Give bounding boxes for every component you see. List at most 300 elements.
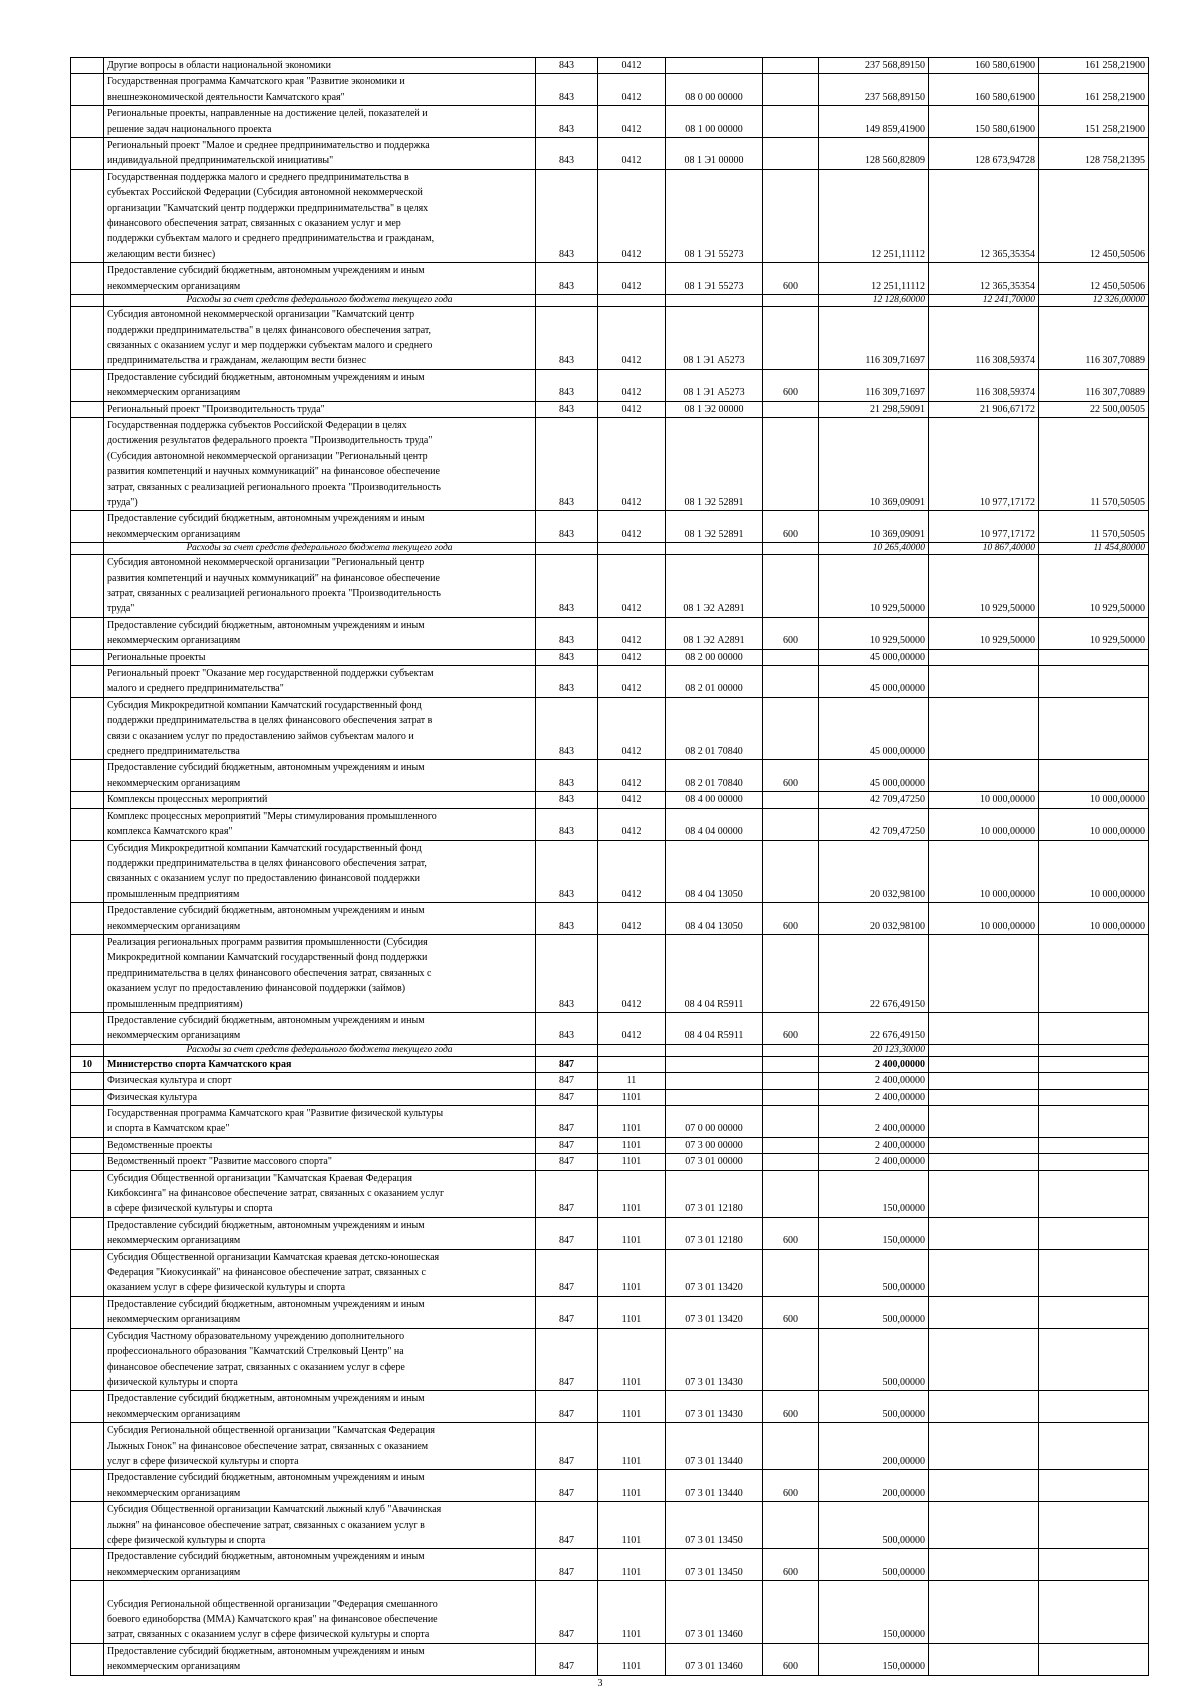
row-expense-type	[763, 307, 819, 370]
table-row	[71, 649, 1149, 665]
row-number	[71, 1328, 104, 1391]
row-expense-type: 600	[763, 1296, 819, 1328]
row-grbs-code: 843	[536, 617, 598, 649]
row-number	[71, 138, 104, 170]
row-target-article	[666, 295, 763, 307]
row-amount-year-1: 500,00000	[819, 1549, 929, 1581]
row-target-article: 07 3 01 00000	[666, 1154, 763, 1170]
row-amount-year-2	[929, 1249, 1039, 1296]
row-number	[71, 1154, 104, 1170]
row-number	[71, 617, 104, 649]
row-amount-year-2	[929, 1470, 1039, 1502]
row-grbs-code: 847	[536, 1643, 598, 1675]
row-target-article: 08 0 00 00000	[666, 74, 763, 106]
row-name: Предоставление субсидий бюджетным, автономным учреждениям и иным некоммерческим организациям	[104, 1296, 536, 1328]
table-row	[71, 169, 1149, 262]
row-amount-year-2: 116 308,59374	[929, 369, 1039, 401]
row-number	[71, 555, 104, 618]
row-grbs-code: 847	[536, 1137, 598, 1153]
row-amount-year-3: 10 000,00000	[1039, 840, 1149, 903]
row-number	[71, 1073, 104, 1089]
row-amount-year-3: 10 929,50000	[1039, 555, 1149, 618]
row-section-code: 1101	[598, 1549, 666, 1581]
row-amount-year-3: 11 454,80000	[1039, 543, 1149, 555]
row-amount-year-2	[929, 1170, 1039, 1217]
row-amount-year-2	[929, 1073, 1039, 1089]
table-row	[71, 1296, 1149, 1328]
row-amount-year-1: 10 929,50000	[819, 617, 929, 649]
row-amount-year-2: 116 308,59374	[929, 307, 1039, 370]
row-name: Субсидия Частному образовательному учреждению дополнительного профессионального образования "Камчатский Стрелковый Центр" на финансовое обеспечение затрат, связанных с оказанием услуг в сфере физической культуры и спорта	[104, 1328, 536, 1391]
row-target-article: 08 1 Э1 А5273	[666, 307, 763, 370]
row-name: Комплекс процессных мероприятий "Меры стимулирования промышленного комплекса Камчатского края"	[104, 808, 536, 840]
row-grbs-code: 843	[536, 511, 598, 543]
row-amount-year-3	[1039, 1502, 1149, 1549]
row-amount-year-1: 149 859,41900	[819, 106, 929, 138]
row-name: Ведомственный проект "Развитие массового спорта"	[104, 1154, 536, 1170]
row-grbs-code: 843	[536, 401, 598, 417]
row-expense-type	[763, 1423, 819, 1470]
table-row	[71, 138, 1149, 170]
row-expense-type	[763, 1056, 819, 1072]
row-amount-year-3: 10 000,00000	[1039, 808, 1149, 840]
row-target-article: 08 1 Э1 00000	[666, 138, 763, 170]
table-row	[71, 666, 1149, 698]
row-amount-year-1: 45 000,00000	[819, 697, 929, 760]
row-expense-type: 600	[763, 1643, 819, 1675]
table-row	[71, 511, 1149, 543]
row-amount-year-2: 150 580,61900	[929, 106, 1039, 138]
row-grbs-code: 847	[536, 1089, 598, 1105]
row-amount-year-2	[929, 1423, 1039, 1470]
row-target-article: 07 3 01 13450	[666, 1549, 763, 1581]
table-row	[71, 74, 1149, 106]
row-amount-year-3: 116 307,70889	[1039, 369, 1149, 401]
row-amount-year-3: 12 450,50506	[1039, 263, 1149, 295]
row-grbs-code: 843	[536, 1012, 598, 1044]
row-grbs-code: 843	[536, 934, 598, 1012]
row-amount-year-3	[1039, 1012, 1149, 1044]
row-amount-year-2	[929, 1056, 1039, 1072]
table-row	[71, 903, 1149, 935]
table-row	[71, 1154, 1149, 1170]
table-row	[71, 1328, 1149, 1391]
row-target-article: 08 2 01 70840	[666, 760, 763, 792]
row-name: Региональный проект "Оказание мер государственной поддержки субъектам малого и среднего предпринимательства"	[104, 666, 536, 698]
row-amount-year-1: 150,00000	[819, 1581, 929, 1644]
row-amount-year-3: 128 758,21395	[1039, 138, 1149, 170]
row-amount-year-3	[1039, 1470, 1149, 1502]
row-target-article: 07 3 01 13430	[666, 1391, 763, 1423]
row-amount-year-1: 10 929,50000	[819, 555, 929, 618]
row-name: Ведомственные проекты	[104, 1137, 536, 1153]
row-amount-year-1: 20 123,30000	[819, 1044, 929, 1056]
row-expense-type	[763, 1073, 819, 1089]
row-grbs-code: 843	[536, 138, 598, 170]
row-target-article: 08 1 00 00000	[666, 106, 763, 138]
row-grbs-code	[536, 543, 598, 555]
row-amount-year-3	[1039, 1391, 1149, 1423]
row-target-article: 08 1 Э1 А5273	[666, 369, 763, 401]
row-amount-year-1: 22 676,49150	[819, 1012, 929, 1044]
row-amount-year-3	[1039, 1328, 1149, 1391]
row-number	[71, 903, 104, 935]
row-section-code: 1101	[598, 1328, 666, 1391]
row-grbs-code: 847	[536, 1549, 598, 1581]
row-amount-year-1: 2 400,00000	[819, 1089, 929, 1105]
row-amount-year-1: 42 709,47250	[819, 808, 929, 840]
row-expense-type: 600	[763, 369, 819, 401]
row-grbs-code: 843	[536, 808, 598, 840]
row-number	[71, 1423, 104, 1470]
table-row	[71, 1137, 1149, 1153]
row-number	[71, 1089, 104, 1105]
row-amount-year-3: 12 450,50506	[1039, 169, 1149, 262]
row-name: Государственная поддержка субъектов Российской Федерации в целях достижения результатов федерального проекта "Производительность труда" (Субсидия автономной некоммерческой организации "Региональный центр развития компетенций и научных коммуникаций" на финансовое обеспечение затрат, связанных с реализацией регионального проекта "Производительность труда")	[104, 417, 536, 510]
row-amount-year-2	[929, 1549, 1039, 1581]
row-expense-type	[763, 1154, 819, 1170]
row-grbs-code: 847	[536, 1502, 598, 1549]
table-row	[71, 1502, 1149, 1549]
row-name: Предоставление субсидий бюджетным, автономным учреждениям и иным некоммерческим организациям	[104, 1643, 536, 1675]
row-number	[71, 263, 104, 295]
row-number	[71, 1137, 104, 1153]
row-section-code: 0412	[598, 417, 666, 510]
table-row	[71, 808, 1149, 840]
row-expense-type	[763, 106, 819, 138]
row-amount-year-1: 116 309,71697	[819, 369, 929, 401]
row-amount-year-1: 500,00000	[819, 1502, 929, 1549]
row-number	[71, 1549, 104, 1581]
row-name: Предоставление субсидий бюджетным, автономным учреждениям и иным некоммерческим организациям	[104, 903, 536, 935]
row-amount-year-3	[1039, 666, 1149, 698]
row-number	[71, 1217, 104, 1249]
row-expense-type: 600	[763, 1549, 819, 1581]
row-amount-year-2	[929, 1328, 1039, 1391]
row-grbs-code: 843	[536, 307, 598, 370]
row-number	[71, 543, 104, 555]
row-amount-year-3: 10 000,00000	[1039, 903, 1149, 935]
row-amount-year-1: 150,00000	[819, 1217, 929, 1249]
row-amount-year-2: 10 000,00000	[929, 840, 1039, 903]
row-target-article: 07 3 01 13420	[666, 1249, 763, 1296]
federal-budget-row	[71, 543, 1149, 555]
row-section-code: 1101	[598, 1154, 666, 1170]
row-expense-type	[763, 417, 819, 510]
row-expense-type	[763, 543, 819, 555]
row-section-code: 1101	[598, 1423, 666, 1470]
row-amount-year-2: 10 929,50000	[929, 617, 1039, 649]
table-row	[71, 1391, 1149, 1423]
page-number: 3	[597, 1678, 603, 1689]
row-target-article: 08 4 00 00000	[666, 792, 763, 808]
row-expense-type	[763, 792, 819, 808]
row-section-code: 0412	[598, 74, 666, 106]
row-amount-year-2	[929, 1012, 1039, 1044]
row-section-code: 0412	[598, 511, 666, 543]
row-amount-year-3: 161 258,21900	[1039, 74, 1149, 106]
row-amount-year-1: 12 251,11112	[819, 169, 929, 262]
row-amount-year-1: 2 400,00000	[819, 1056, 929, 1072]
row-expense-type	[763, 1106, 819, 1138]
table-row	[71, 1106, 1149, 1138]
row-number	[71, 369, 104, 401]
row-amount-year-1: 2 400,00000	[819, 1073, 929, 1089]
row-amount-year-2	[929, 1137, 1039, 1153]
row-target-article: 07 3 01 13460	[666, 1581, 763, 1644]
row-number	[71, 760, 104, 792]
row-expense-type	[763, 1137, 819, 1153]
row-amount-year-3	[1039, 697, 1149, 760]
row-amount-year-1: 45 000,00000	[819, 649, 929, 665]
row-amount-year-1: 45 000,00000	[819, 666, 929, 698]
row-name: Министерство спорта Камчатского края	[104, 1056, 536, 1072]
row-section-code	[598, 1044, 666, 1056]
row-grbs-code: 847	[536, 1470, 598, 1502]
row-target-article: 07 3 01 13430	[666, 1328, 763, 1391]
row-grbs-code: 847	[536, 1170, 598, 1217]
row-amount-year-3	[1039, 934, 1149, 1012]
row-expense-type	[763, 58, 819, 74]
row-grbs-code: 847	[536, 1249, 598, 1296]
row-number	[71, 1643, 104, 1675]
row-target-article	[666, 1089, 763, 1105]
row-amount-year-3	[1039, 1217, 1149, 1249]
row-amount-year-2	[929, 1044, 1039, 1056]
row-target-article	[666, 1056, 763, 1072]
row-name: Предоставление субсидий бюджетным, автономным учреждениям и иным некоммерческим организациям	[104, 1012, 536, 1044]
row-amount-year-1: 20 032,98100	[819, 903, 929, 935]
row-amount-year-2	[929, 760, 1039, 792]
row-name: Региональный проект "Производительность труда"	[104, 401, 536, 417]
row-grbs-code: 847	[536, 1217, 598, 1249]
row-number	[71, 58, 104, 74]
row-amount-year-3	[1039, 1106, 1149, 1138]
row-name: Физическая культура и спорт	[104, 1073, 536, 1089]
row-amount-year-1: 10 369,09091	[819, 417, 929, 510]
row-section-code: 0412	[598, 138, 666, 170]
federal-budget-row	[71, 295, 1149, 307]
row-name: Субсидия Региональной общественной организации "Федерация смешанного боевого единоборства (ММА) Камчатского края" на финансовое обеспечение затрат, связанных с оказанием услуг в сфере физической культуры и спорта	[104, 1581, 536, 1644]
row-amount-year-3	[1039, 1581, 1149, 1644]
row-target-article: 08 4 04 00000	[666, 808, 763, 840]
row-name: Расходы за счет средств федерального бюджета текущего года	[104, 295, 536, 307]
row-amount-year-3	[1039, 1170, 1149, 1217]
row-name: Предоставление субсидий бюджетным, автономным учреждениям и иным некоммерческим организациям	[104, 1391, 536, 1423]
row-amount-year-2	[929, 1296, 1039, 1328]
row-target-article: 07 3 01 13460	[666, 1643, 763, 1675]
row-section-code: 0412	[598, 760, 666, 792]
row-number	[71, 74, 104, 106]
row-amount-year-3: 22 500,00505	[1039, 401, 1149, 417]
row-amount-year-3	[1039, 1056, 1149, 1072]
row-expense-type: 600	[763, 1217, 819, 1249]
row-number	[71, 1106, 104, 1138]
row-amount-year-2: 160 580,61900	[929, 58, 1039, 74]
row-amount-year-2: 10 977,17172	[929, 511, 1039, 543]
row-section-code: 0412	[598, 263, 666, 295]
row-name: Предоставление субсидий бюджетным, автономным учреждениям и иным некоммерческим организациям	[104, 617, 536, 649]
row-amount-year-2: 10 977,17172	[929, 417, 1039, 510]
row-number	[71, 840, 104, 903]
row-amount-year-2: 12 365,35354	[929, 169, 1039, 262]
row-amount-year-2	[929, 649, 1039, 665]
row-section-code: 1101	[598, 1643, 666, 1675]
row-amount-year-2: 160 580,61900	[929, 74, 1039, 106]
row-expense-type	[763, 808, 819, 840]
row-expense-type	[763, 1502, 819, 1549]
row-section-code: 0412	[598, 555, 666, 618]
row-grbs-code: 843	[536, 74, 598, 106]
row-amount-year-1: 116 309,71697	[819, 307, 929, 370]
row-amount-year-2: 12 241,70000	[929, 295, 1039, 307]
row-expense-type	[763, 934, 819, 1012]
row-name: Предоставление субсидий бюджетным, автономным учреждениям и иным некоммерческим организациям	[104, 369, 536, 401]
row-name: Субсидия автономной некоммерческой организации "Региональный центр развития компетенций и научных коммуникаций" на финансовое обеспечение затрат, связанных с реализацией регионального проекта "Производительность труда"	[104, 555, 536, 618]
row-grbs-code: 843	[536, 792, 598, 808]
row-amount-year-3: 11 570,50505	[1039, 511, 1149, 543]
row-amount-year-2	[929, 697, 1039, 760]
row-target-article	[666, 58, 763, 74]
row-expense-type	[763, 401, 819, 417]
budget-table	[70, 57, 1149, 1676]
row-target-article: 07 3 01 13440	[666, 1423, 763, 1470]
row-amount-year-1: 237 568,89150	[819, 74, 929, 106]
row-name: Реализация региональных программ развития промышленности (Субсидия Микрокредитной компании Камчатский государственный фонд поддержки предпринимательства в целях финансового обеспечения затрат, связанных с оказанием услуг по предоставлению финансовой поддержки (займов) промышленным предприятиям)	[104, 934, 536, 1012]
row-section-code: 0412	[598, 307, 666, 370]
row-grbs-code	[536, 1044, 598, 1056]
row-expense-type	[763, 840, 819, 903]
row-grbs-code: 843	[536, 369, 598, 401]
row-expense-type: 600	[763, 903, 819, 935]
row-grbs-code: 843	[536, 697, 598, 760]
row-amount-year-3: 11 570,50505	[1039, 417, 1149, 510]
row-section-code: 0412	[598, 106, 666, 138]
row-amount-year-2: 12 365,35354	[929, 263, 1039, 295]
row-target-article: 08 1 Э2 А2891	[666, 555, 763, 618]
row-name: Субсидия Общественной организации Камчатская краевая детско-юношеская Федерация "Киокусинкай" на финансовое обеспечение затрат, связанных с оказанием услуг в сфере физической культуры и спорта	[104, 1249, 536, 1296]
row-expense-type	[763, 666, 819, 698]
row-amount-year-2	[929, 1217, 1039, 1249]
row-expense-type	[763, 1170, 819, 1217]
row-expense-type	[763, 1044, 819, 1056]
row-expense-type	[763, 138, 819, 170]
table-row	[71, 1170, 1149, 1217]
row-section-code: 1101	[598, 1137, 666, 1153]
row-target-article: 08 2 01 00000	[666, 666, 763, 698]
row-name: Предоставление субсидий бюджетным, автономным учреждениям и иным некоммерческим организациям	[104, 1217, 536, 1249]
table-row	[71, 401, 1149, 417]
row-target-article	[666, 543, 763, 555]
row-target-article	[666, 1073, 763, 1089]
row-name: Региональные проекты, направленные на достижение целей, показателей и решение задач национального проекта	[104, 106, 536, 138]
row-amount-year-2	[929, 1502, 1039, 1549]
row-amount-year-1: 2 400,00000	[819, 1106, 929, 1138]
row-name: Предоставление субсидий бюджетным, автономным учреждениям и иным некоммерческим организациям	[104, 1470, 536, 1502]
row-number: 10	[71, 1056, 104, 1072]
row-grbs-code: 843	[536, 58, 598, 74]
row-grbs-code: 847	[536, 1423, 598, 1470]
row-target-article	[666, 1044, 763, 1056]
row-amount-year-1: 21 298,59091	[819, 401, 929, 417]
row-name: Государственная поддержка малого и среднего предпринимательства в субъектах Российской Федерации (Субсидия автономной некоммерческой организации "Камчатский центр поддержки предпринимательства" в целях финансового обеспечения затрат, связанных с оказанием услуг и мер поддержки субъектам малого и среднего предпринимательства и гражданам, желающим вести бизнес)	[104, 169, 536, 262]
row-number	[71, 808, 104, 840]
row-grbs-code: 843	[536, 666, 598, 698]
row-amount-year-3	[1039, 1044, 1149, 1056]
row-grbs-code: 843	[536, 263, 598, 295]
row-section-code: 1101	[598, 1296, 666, 1328]
table-row	[71, 934, 1149, 1012]
row-amount-year-3: 10 000,00000	[1039, 792, 1149, 808]
row-grbs-code: 843	[536, 840, 598, 903]
row-number	[71, 401, 104, 417]
row-name: Государственная программа Камчатского края "Развитие экономики и внешнеэкономической деятельности Камчатского края"	[104, 74, 536, 106]
row-target-article: 08 1 Э1 55273	[666, 263, 763, 295]
row-amount-year-2	[929, 1089, 1039, 1105]
row-target-article: 08 4 04 13050	[666, 903, 763, 935]
row-section-code: 0412	[598, 903, 666, 935]
row-number	[71, 934, 104, 1012]
row-target-article: 08 1 Э2 00000	[666, 401, 763, 417]
table-row	[71, 417, 1149, 510]
row-amount-year-1: 42 709,47250	[819, 792, 929, 808]
row-grbs-code: 843	[536, 649, 598, 665]
row-name: Расходы за счет средств федерального бюджета текущего года	[104, 1044, 536, 1056]
row-number	[71, 295, 104, 307]
row-target-article: 07 3 00 00000	[666, 1137, 763, 1153]
row-grbs-code: 847	[536, 1073, 598, 1089]
row-amount-year-1: 500,00000	[819, 1296, 929, 1328]
row-target-article: 08 4 04 13050	[666, 840, 763, 903]
row-grbs-code: 843	[536, 417, 598, 510]
row-target-article: 07 0 00 00000	[666, 1106, 763, 1138]
row-amount-year-3	[1039, 1643, 1149, 1675]
row-expense-type: 600	[763, 1391, 819, 1423]
row-section-code: 1101	[598, 1470, 666, 1502]
row-grbs-code: 847	[536, 1581, 598, 1644]
row-amount-year-2	[929, 1391, 1039, 1423]
row-section-code: 0412	[598, 840, 666, 903]
row-number	[71, 1581, 104, 1644]
row-section-code: 1101	[598, 1106, 666, 1138]
row-number	[71, 666, 104, 698]
row-amount-year-1: 237 568,89150	[819, 58, 929, 74]
row-amount-year-1: 500,00000	[819, 1391, 929, 1423]
table-row	[71, 1012, 1149, 1044]
row-target-article: 08 4 04 R5911	[666, 934, 763, 1012]
row-expense-type	[763, 74, 819, 106]
row-grbs-code: 847	[536, 1328, 598, 1391]
row-number	[71, 1391, 104, 1423]
row-amount-year-3	[1039, 649, 1149, 665]
row-expense-type	[763, 1249, 819, 1296]
row-target-article: 08 1 Э2 52891	[666, 511, 763, 543]
table-row	[71, 1089, 1149, 1105]
row-section-code: 0412	[598, 792, 666, 808]
row-amount-year-3	[1039, 760, 1149, 792]
row-grbs-code: 847	[536, 1296, 598, 1328]
table-row	[71, 1581, 1149, 1644]
row-expense-type: 600	[763, 263, 819, 295]
row-amount-year-3	[1039, 1137, 1149, 1153]
row-grbs-code	[536, 295, 598, 307]
budget-table-body	[71, 58, 1149, 1676]
row-section-code	[598, 543, 666, 555]
row-target-article: 07 3 01 13420	[666, 1296, 763, 1328]
row-amount-year-3: 10 929,50000	[1039, 617, 1149, 649]
row-section-code	[598, 1056, 666, 1072]
table-row	[71, 1549, 1149, 1581]
